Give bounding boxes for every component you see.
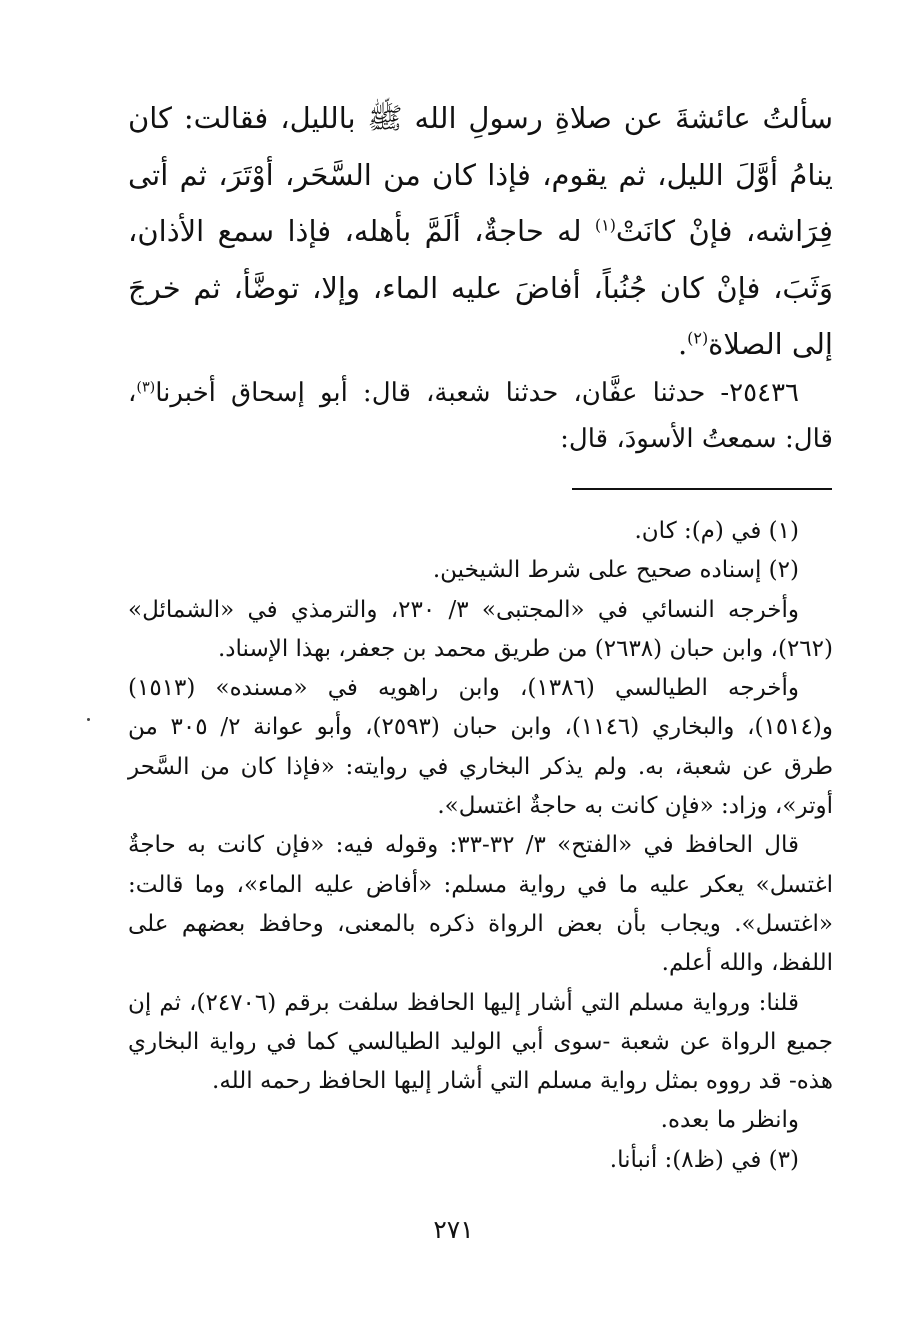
footnote-1: (١) في (م): كان. xyxy=(634,518,799,544)
scan-speck xyxy=(87,718,90,721)
isnad-paragraph xyxy=(128,370,833,462)
footnote-2-para-5: وانظر ما بعده. xyxy=(660,1107,799,1134)
footnote-3: (٣) في (ظ٨): أنبأنا. xyxy=(609,1146,799,1173)
next-hadith-chain xyxy=(128,370,833,462)
hadith-body-text xyxy=(128,90,833,373)
footnote-2-para-1: وأخرجه النسائي في «المجتبى» ٣/ ٢٣٠، والترمذي في «الشمائل» (٢٦٢)، وابن حبان (٢٦٣٨) من طريق محمد بن جعفر، بهذا الإسناد. xyxy=(128,596,833,662)
footnote-2: (٢) إسناده صحيح على شرط الشيخين. xyxy=(432,557,799,584)
footnote-separator xyxy=(572,488,832,490)
footnote-ref-1: (١) xyxy=(594,215,616,235)
footnotes-section xyxy=(128,512,833,1180)
footnote-2-para-2: وأخرجه الطيالسي (١٣٨٦)، وابن راهويه في «مسنده» (١٥١٣) و(١٥١٤)، والبخاري (١١٤٦)، وابن حبان (٢٥٩٣)، وأبو عوانة ٢/ ٣٠٥ من طرق عن شعبة، به. ولم يذكر البخاري في روايته: «فإذا كان من السَّحر أوتر»، وزاد: «فإن كانت به حاجةٌ اغتسل». xyxy=(128,675,834,820)
hadith-text-end: . xyxy=(677,327,688,361)
isnad-text: ٢٥٤٣٦- حدثنا عفَّان، حدثنا شعبة، قال: أبو إسحاق أخبرنا xyxy=(155,378,799,408)
page-number: ٢٧١ xyxy=(433,1215,474,1244)
footnote-2-para-3: قال الحافظ في «الفتح» ٣/ ٣٢-٣٣: وقوله فيه: «فإن كانت به حاجةٌ اغتسل» يعكر عليه ما في رواية مسلم: «أفاض عليه الماء»، وما قالت: «اغتسل». ويجاب بأن بعض الرواة ذكره بالمعنى، وحافظ بعضهم على اللفظ، والله أعلم. xyxy=(128,832,833,977)
footnote-ref-3: (٣) xyxy=(136,379,156,396)
hadith-paragraph xyxy=(128,90,833,373)
isnad-text-cont: ، قال: سمعتُ الأسودَ، قال: xyxy=(128,378,833,454)
footnote-2-para-4: قلنا: ورواية مسلم التي أشار إليها الحافظ سلفت برقم (٢٤٧٠٦)، ثم إن جميع الرواة عن شعبة -سوى أبي الوليد الطيالسي كما في رواية البخاري هذه- قد رووه بمثل رواية مسلم التي أشار إليها الحافظ رحمه الله. xyxy=(128,989,833,1095)
footnote-ref-2: (٢) xyxy=(687,328,709,348)
hadith-text-part-1: سألتُ عائشةَ عن صلاةِ رسولِ الله ﷺ بالليل، فقالت: كان ينامُ أوَّلَ الليل، ثم يقوم، فإذا كان من السَّحَر، أوْتَرَ، ثم أتى فِرَاشه، فإنْ كانَتْ xyxy=(128,101,833,248)
hadith-text-part-2: له حاجةٌ، ألَمَّ بأهله، فإذا سمع الأذان، وَثَبَ، فإنْ كان جُنُباً، أفاضَ عليه الماء، وإلا، توضَّأ، ثم خرجَ إلى الصلاة xyxy=(128,214,833,361)
